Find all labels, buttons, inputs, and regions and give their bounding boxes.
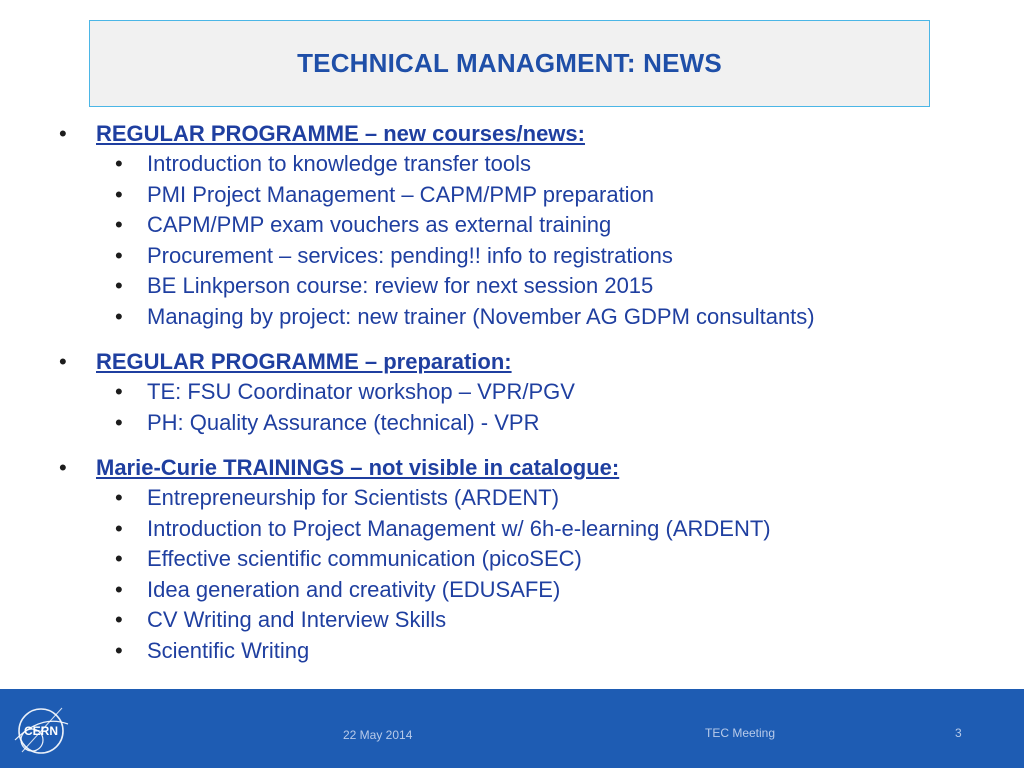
bullet-icon: • (115, 181, 123, 207)
list-item-text: Introduction to Project Management w/ 6h-e-learning (ARDENT) (147, 515, 771, 541)
cern-logo-icon (10, 700, 72, 762)
slide-title: TECHNICAL MANAGMENT: NEWS (297, 48, 722, 78)
section-heading-row (0, 118, 1024, 149)
bullet-icon: • (115, 515, 123, 541)
section-regular-programme-preparation (0, 346, 1024, 438)
page-number: 3 (955, 726, 962, 740)
bullet-icon: • (115, 151, 123, 176)
list-item-text: Idea generation and creativity (EDUSAFE) (147, 576, 561, 602)
bullet-icon: • (115, 242, 123, 268)
list-item-text: TE: FSU Coordinator workshop – VPR/PGV (147, 379, 575, 404)
list-item-text: Scientific Writing (147, 637, 310, 663)
list-item-text: CV Writing and Interview Skills (147, 607, 447, 632)
section-heading: REGULAR PROGRAMME – new courses/news: (96, 121, 585, 146)
section-heading-row (0, 452, 1024, 483)
list-item-text: PH: Quality Assurance (technical) - VPR (147, 409, 540, 435)
list-item (0, 149, 1024, 180)
bullet-icon: • (115, 546, 123, 571)
list-item (0, 271, 1024, 302)
svg-text:CERN: CERN (23, 724, 59, 738)
bullet-icon: • (115, 273, 123, 298)
list-item (0, 605, 1024, 636)
list-item (0, 180, 1024, 211)
list-item-text: BE Linkperson course: review for next session 2015 (147, 273, 654, 298)
list-item-text: Entrepreneurship for Scientists (ARDENT) (147, 485, 560, 510)
bullet-icon: • (115, 409, 123, 435)
list-item (0, 636, 1024, 667)
list-item-text: PMI Project Management – CAPM/PMP preparation (147, 181, 655, 207)
list-item (0, 377, 1024, 408)
section-regular-programme-news (0, 118, 1024, 332)
bullet-icon: • (115, 379, 123, 404)
list-item (0, 210, 1024, 241)
bullet-icon: • (59, 455, 67, 480)
list-item (0, 544, 1024, 575)
slide-content (0, 118, 1024, 680)
list-item-text: Procurement – services: pending!! info to registrations (147, 242, 673, 268)
list-item (0, 575, 1024, 606)
list-item (0, 483, 1024, 514)
bullet-icon: • (115, 607, 123, 632)
slide-footer (0, 689, 1024, 768)
bullet-icon: • (115, 212, 123, 237)
list-item (0, 302, 1024, 333)
footer-meeting: TEC Meeting (705, 726, 776, 740)
bullet-icon: • (115, 576, 123, 602)
section-marie-curie-trainings (0, 452, 1024, 666)
list-item (0, 241, 1024, 272)
list-item-text: CAPM/PMP exam vouchers as external training (147, 212, 612, 237)
list-item-text: Introduction to knowledge transfer tools (147, 151, 532, 176)
bullet-icon: • (59, 121, 67, 146)
list-item-text: Effective scientific communication (picoSEC) (147, 546, 582, 571)
list-item-text: Managing by project: new trainer (November AG GDPM consultants) (147, 303, 815, 329)
bullet-icon: • (115, 303, 123, 329)
section-heading: Marie-Curie TRAININGS – not visible in catalogue: (96, 455, 620, 480)
bullet-icon: • (115, 637, 123, 663)
bullet-icon: • (59, 349, 67, 374)
section-heading-row (0, 346, 1024, 377)
section-heading: REGULAR PROGRAMME – preparation: (96, 349, 512, 374)
bullet-icon: • (115, 485, 123, 510)
footer-date: 22 May 2014 (343, 728, 413, 742)
title-box (89, 20, 930, 107)
list-item (0, 408, 1024, 439)
list-item (0, 514, 1024, 545)
